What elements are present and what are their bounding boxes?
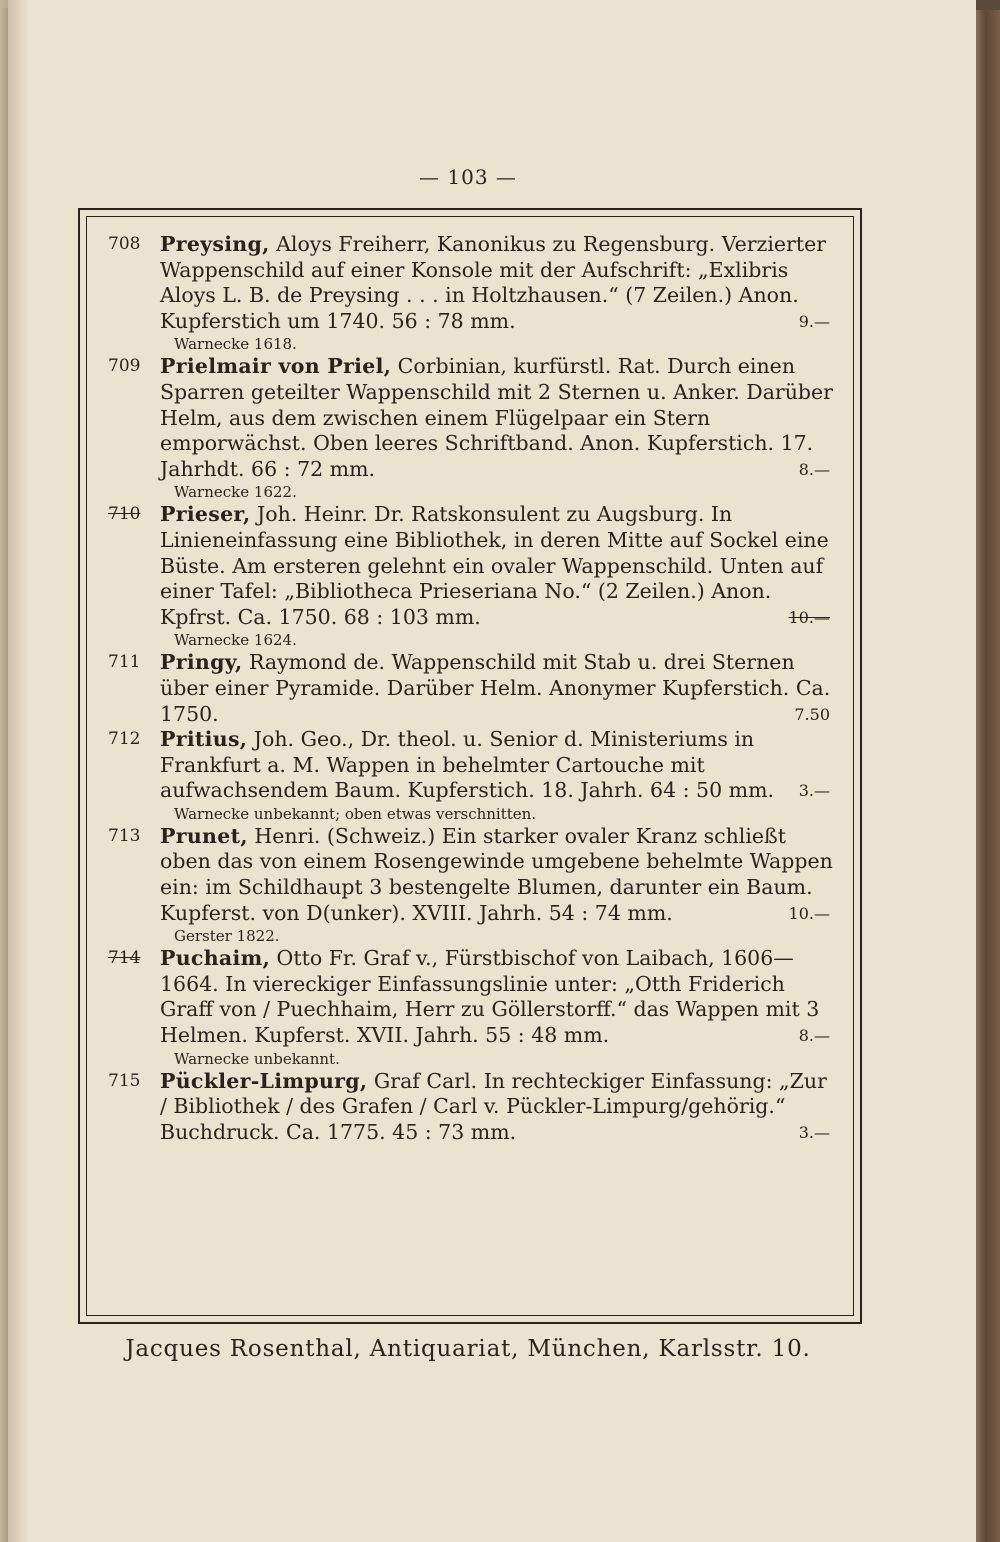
catalog-entry — [108, 824, 834, 946]
entry-name: Prielmair von Priel, — [160, 354, 392, 379]
entry-text: Otto Fr. Graf v., Fürstbischof von Laibach, 1606—1664. In viereckiger Einfassungslinie unter: „Otth Friderich Graff von / Puechhaim, Herr zu Göllerstorff.“ das Wappen mit 3 Helmen. Kupferst. XVII. Jahrh. 55 : 48 mm. — [160, 946, 820, 1048]
entry-number: 712 — [108, 729, 141, 750]
entry-name: Pringy, — [160, 650, 243, 675]
catalog-entry — [108, 502, 834, 650]
page-number: — 103 — — [419, 165, 517, 189]
catalog-entry — [108, 650, 834, 727]
entry-number: 715 — [108, 1070, 141, 1091]
entry-text: Corbinian, kurfürstl. Rat. Durch einen Sparren geteilter Wappenschild mit 2 Sternen u. Anker. Darüber Helm, aus dem zwischen einem Flügelpaar ein Stern emporwächst. Oben leeres Schriftband. Anon. Kupferstich. 17. Jahrhdt. 66 : 72 mm. — [160, 354, 833, 481]
entry-price: 3.— — [798, 1122, 830, 1142]
entry-number: 711 — [108, 652, 141, 673]
gutter-shadow — [0, 0, 30, 1542]
entry-number: 709 — [108, 356, 141, 377]
catalog-entry — [108, 946, 834, 1068]
entry-name: Pückler-Limpurg, — [160, 1068, 368, 1093]
entry-name: Preysing, — [160, 232, 270, 256]
entry-text: Graf Carl. In rechteckiger Einfassung: „Zur / Bibliothek / des Grafen / Carl v. Pückler-Limpurg/gehörig.“ Buchdruck. Ca. 1775. 45 : 73 mm. — [160, 1068, 827, 1144]
entry-name: Prunet, — [160, 823, 248, 848]
entry-name: Prieser, — [160, 502, 251, 527]
entry-price: 10.— — [788, 903, 830, 923]
entry-text: Henri. (Schweiz.) Ein starker ovaler Kranz schließt oben das von einem Rosengewinde umgebene behelmte Wappen ein: im Schildhaupt 3 bestengelte Blumen, darunter ein Baum. Kupferst. von D(unker). XVIII. Jahrh. 54 : 74 mm. — [160, 823, 833, 925]
entry-number: 713 — [108, 825, 141, 846]
entry-text: Joh. Geo., Dr. theol. u. Senior d. Ministeriums in Frankfurt a. M. Wappen in behelmter Cartouche mit aufwachsendem Baum. Kupferstich. 18. Jahrh. 64 : 50 mm. — [160, 727, 775, 803]
entry-number: 710 — [108, 504, 141, 525]
entry-text: Aloys Freiherr, Kanonikus zu Regensburg. Verzierter Wappenschild auf einer Konsole mit der Aufschrift: „Exlibris Aloys L. B. de Preysing . . . in Holtzhausen.“ (7 Zeilen.) Anon. Kupferstich um 1740. 56 : 78 mm. — [160, 232, 827, 333]
catalog-entry — [108, 1069, 834, 1146]
entry-reference: Warnecke 1618. — [174, 335, 297, 354]
publisher-footer: Jacques Rosenthal, Antiquariat, München, Karlsstr. 10. — [125, 1336, 811, 1362]
book-edge — [976, 10, 1000, 1542]
catalog-entry — [108, 354, 834, 502]
entry-text: Raymond de. Wappenschild mit Stab u. drei Sternen über einer Pyramide. Darüber Helm. Anonymer Kupferstich. Ca. 1750. — [160, 650, 831, 726]
entry-number: 708 — [108, 234, 141, 254]
entry-reference: Warnecke 1622. — [174, 483, 297, 502]
entry-name: Puchaim, — [160, 946, 271, 971]
entry-price: 8.— — [798, 1026, 830, 1046]
entry-price: 7.50 — [794, 704, 830, 724]
entry-name: Pritius, — [160, 727, 248, 752]
entry-text: Joh. Heinr. Dr. Ratskonsulent zu Augsburg. In Linieneinfassung eine Bibliothek, in deren Mitte auf Sockel eine Büste. Am ersteren gelehnt ein ovaler Wappenschild. Unten auf einer Tafel: „Bibliotheca Prieseriana No.“ (2 Zeilen.) Anon. Kpfrst. Ca. 1750. 68 : 103 mm. — [160, 502, 829, 629]
entry-reference: Warnecke 1624. — [174, 631, 297, 650]
entry-price: 8.— — [798, 459, 830, 479]
entry-price: 9.— — [798, 311, 830, 331]
entry-number: 714 — [108, 948, 141, 969]
entry-reference: Warnecke unbekannt; oben etwas verschnitten. — [174, 804, 537, 823]
catalog-entry — [108, 727, 834, 824]
entry-price: 10.— — [788, 607, 830, 627]
catalog-entry — [108, 232, 834, 354]
catalog-entries — [108, 232, 834, 1145]
entry-price: 3.— — [798, 781, 830, 801]
entry-reference: Warnecke unbekannt. — [174, 1049, 340, 1068]
entry-reference: Gerster 1822. — [174, 927, 280, 946]
